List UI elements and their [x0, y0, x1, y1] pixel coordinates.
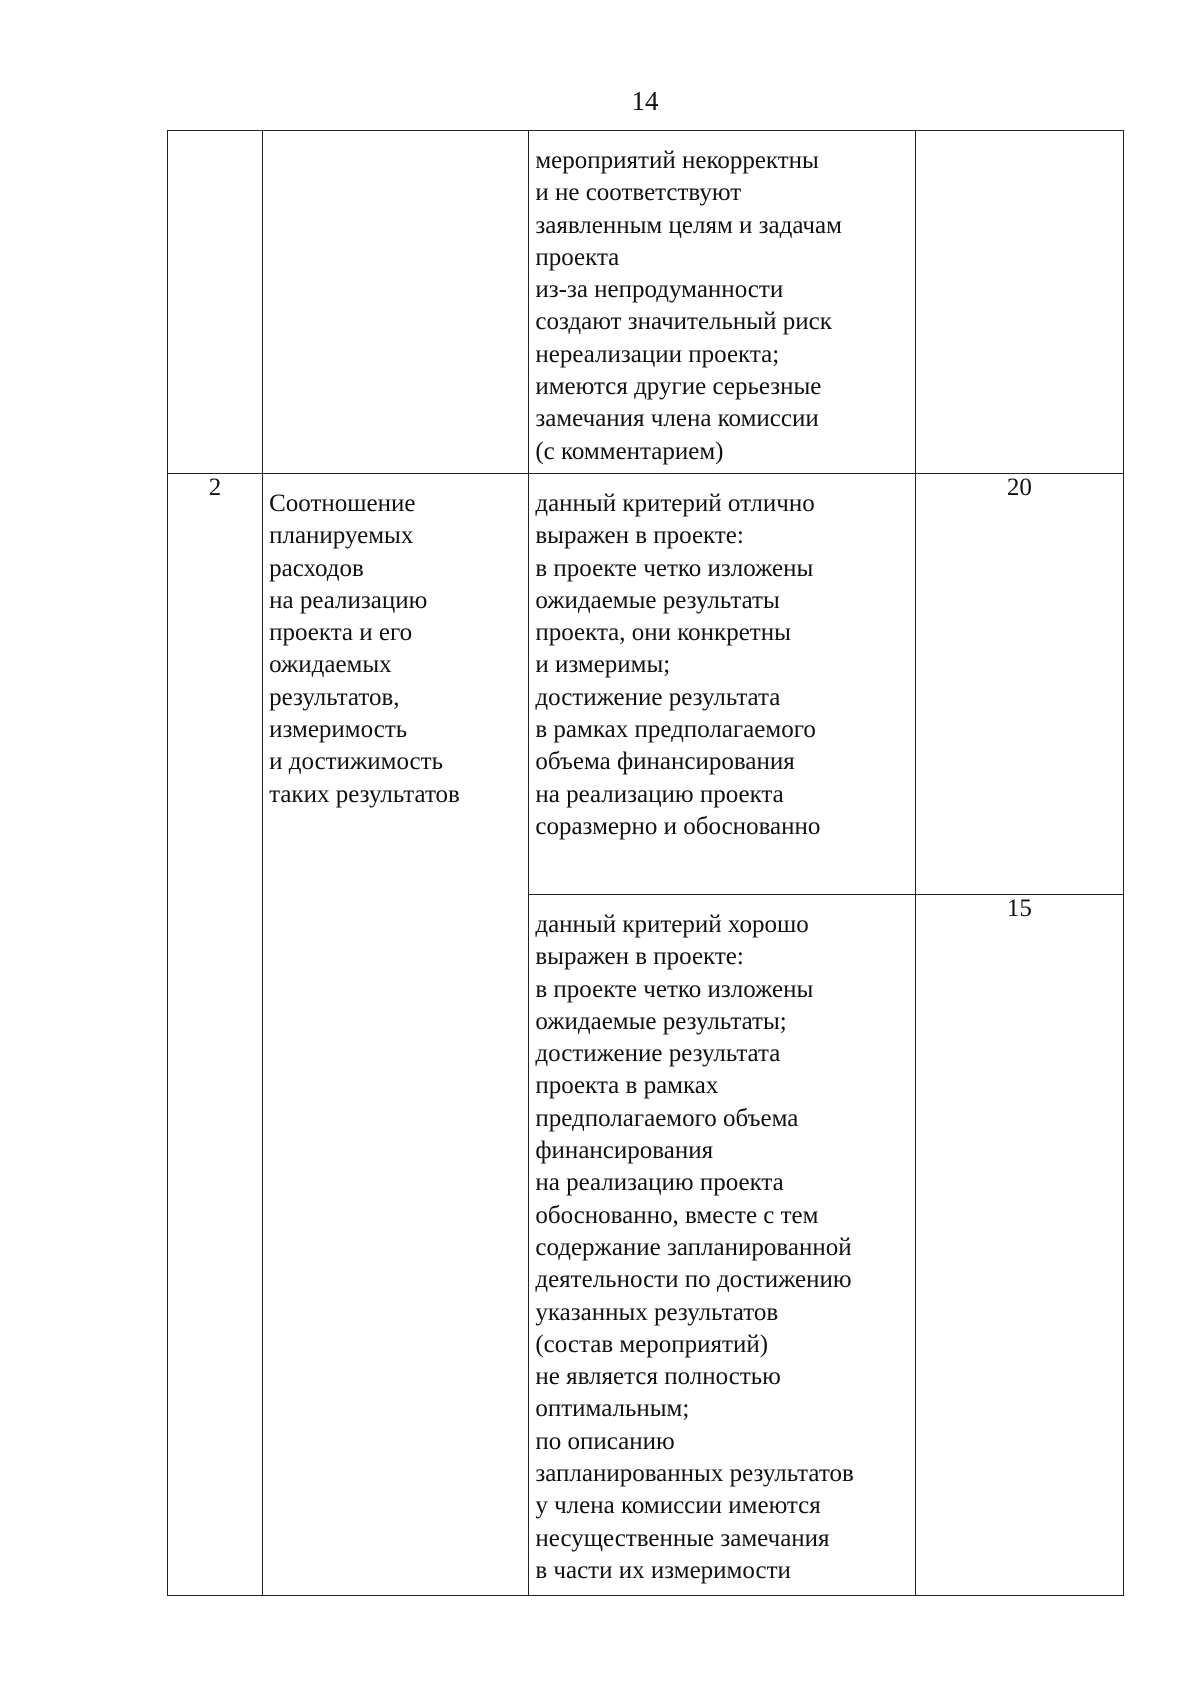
- text-line: Соотношение: [269, 490, 416, 517]
- text-line: измеримость: [269, 716, 408, 744]
- text-line: достижение результата: [535, 1040, 781, 1068]
- text-line: данный критерий хорошо: [535, 911, 809, 938]
- description-cell: [529, 474, 915, 895]
- text-line: обоснованно, вместе с тем: [535, 1201, 819, 1229]
- text-line: деятельности по достижению: [535, 1266, 852, 1294]
- text-line: не является полностью: [535, 1363, 781, 1391]
- description-cell: [529, 895, 915, 1596]
- text-line: на реализацию проекта: [535, 1169, 784, 1197]
- text-line: данный критерий отлично: [535, 490, 815, 517]
- text-line: объема финансирования: [535, 748, 795, 776]
- text-line: запланированных результатов: [535, 1460, 854, 1488]
- level-1-description: [529, 474, 914, 843]
- text-line: в части их измеримости: [535, 1556, 791, 1584]
- level-1-score: 20: [915, 474, 1123, 895]
- text-line: создают значительный риск: [535, 308, 832, 336]
- text-line: и измеримы;: [535, 651, 671, 679]
- text-line: в проекте четко изложены: [535, 554, 814, 582]
- text-line: указанных результатов: [535, 1298, 779, 1326]
- text-line: ожидаемых: [269, 651, 392, 679]
- text-line: (с комментарием): [535, 437, 724, 465]
- text-line: несущественные замечания: [535, 1524, 830, 1552]
- description-cell: [529, 131, 915, 474]
- text-line: проекта в рамках: [535, 1072, 719, 1100]
- text-line: и достижимость: [269, 748, 443, 776]
- text-line: таких результатов: [269, 780, 460, 808]
- text-line: выражен в проекте:: [535, 522, 744, 550]
- text-line: в рамках предполагаемого: [535, 716, 816, 744]
- text-line: соразмерно и обоснованно: [535, 812, 821, 840]
- text-line: на реализацию проекта: [535, 780, 784, 808]
- text-line: ожидаемые результаты: [535, 586, 780, 614]
- text-line: проекта, они конкретны: [535, 619, 791, 647]
- level-2-description: [529, 895, 914, 1587]
- table-row-criterion-2: [168, 474, 1124, 895]
- text-line: на реализацию: [269, 586, 428, 614]
- text-line: предполагаемого объема: [535, 1104, 799, 1132]
- text-line: планируемых: [269, 522, 414, 550]
- text-line: из-за непродуманности: [535, 276, 784, 304]
- text-line: мероприятий некорректны: [535, 147, 819, 174]
- text-line: выражен в проекте:: [535, 943, 744, 971]
- text-line: результатов,: [269, 683, 400, 711]
- text-line: содержание запланированной: [535, 1233, 852, 1261]
- criterion-name: [263, 474, 528, 811]
- text-line: расходов: [269, 554, 364, 582]
- level-2-score: 15: [915, 895, 1123, 1596]
- text-line: достижение результата: [535, 683, 781, 711]
- text-line: заявленным целям и задачам: [535, 211, 842, 239]
- text-line: имеются другие серьезные: [535, 373, 822, 401]
- text-line: нереализации проекта;: [535, 340, 780, 368]
- text-line: проекта: [535, 243, 620, 271]
- page-number: 14: [631, 86, 659, 116]
- table-row-continuation: [168, 131, 1124, 474]
- continuation-description: [529, 131, 914, 468]
- score-cell: [915, 131, 1123, 474]
- criteria-table: [167, 130, 1124, 1596]
- number-cell: [168, 131, 263, 474]
- text-line: (состав мероприятий): [535, 1330, 769, 1358]
- criterion-name-cell: [263, 131, 529, 474]
- text-line: в проекте четко изложены: [535, 975, 814, 1003]
- text-line: по описанию: [535, 1427, 675, 1455]
- text-line: замечания члена комиссии: [535, 405, 819, 433]
- text-line: и не соответствуют: [535, 179, 742, 207]
- criterion-name-cell: [263, 474, 529, 1596]
- criterion-number: 2: [168, 474, 263, 1596]
- text-line: у члена комиссии имеются: [535, 1492, 821, 1520]
- text-line: ожидаемые результаты;: [535, 1007, 787, 1035]
- text-line: оптимальным;: [535, 1395, 690, 1423]
- text-line: финансирования: [535, 1137, 714, 1165]
- text-line: проекта и его: [269, 619, 413, 647]
